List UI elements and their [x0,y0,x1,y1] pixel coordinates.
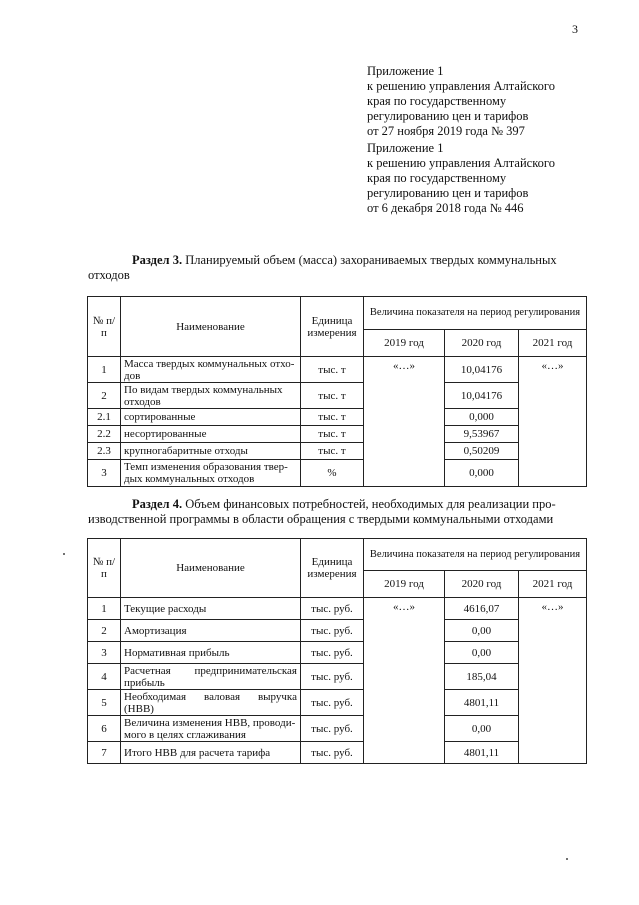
row-num: 2 [88,383,121,409]
row-unit: тыс. руб. [301,742,364,764]
section4-label: Раздел 4. [132,497,183,511]
header-name: Наименование [121,539,301,598]
appendix-line: от 6 декабря 2018 года № 446 [367,201,524,215]
row-unit: тыс. т [301,357,364,383]
merged-2019-value: «…» [364,357,445,487]
row-unit: тыс. руб. [301,620,364,642]
row-name: Нормативная прибыль [121,642,301,664]
section4-title-line1: Объем финансовых потребностей, необходимых для реализации про- [182,497,556,511]
row-unit: тыс. т [301,409,364,426]
row-num: 3 [88,460,121,487]
table-row [88,690,587,716]
row-value-2020: 4616,07 [445,598,519,620]
row-value-2020: 0,000 [445,460,519,487]
row-unit: тыс. т [301,443,364,460]
row-num: 1 [88,357,121,383]
appendix-line: регулированию цен и тарифов [367,186,529,200]
header-unit: Единица измерения [301,297,364,357]
row-num: 2.3 [88,443,121,460]
row-name: Амортизация [121,620,301,642]
header-num: № п/п [88,297,121,357]
row-unit: тыс. т [301,383,364,409]
row-unit: тыс. т [301,426,364,443]
row-num: 2 [88,620,121,642]
table-row [88,426,587,443]
table-row [88,642,587,664]
table-row [88,620,587,642]
section3-title-line2: отходов [88,268,130,282]
row-value-2020: 0,00 [445,620,519,642]
table-row [88,409,587,426]
header-unit: Единица измерения [301,539,364,598]
section3-table [87,296,587,487]
row-value-2020: 0,50209 [445,443,519,460]
row-value-2020: 10,04176 [445,383,519,409]
appendix-line: к решению управления Алтайского [367,79,555,93]
row-unit: тыс. руб. [301,664,364,690]
header-name: Наименование [121,297,301,357]
row-value-2020: 10,04176 [445,357,519,383]
header-2019: 2019 год [364,571,445,598]
row-unit: тыс. руб. [301,642,364,664]
page-number: 3 [572,22,578,36]
appendix-line: Приложение 1 [367,141,444,155]
row-unit: тыс. руб. [301,690,364,716]
row-name: Масса твердых коммунальных отхо-дов [121,357,301,383]
header-2021: 2021 год [519,330,587,357]
appendix-block-2 [367,141,555,216]
header-2020: 2020 год [445,330,519,357]
row-num: 2.2 [88,426,121,443]
appendix-line: края по государственному [367,94,507,108]
appendix-line: Приложение 1 [367,64,444,78]
row-name: По видам твердых коммунальных отходов [121,383,301,409]
row-num: 4 [88,664,121,690]
row-name: Необходимая валовая выручка (НВВ) [121,690,301,716]
appendix-line: от 27 ноября 2019 года № 397 [367,124,525,138]
appendix-line: регулированию цен и тарифов [367,109,529,123]
scan-speck [566,858,568,860]
row-unit: % [301,460,364,487]
row-num: 1 [88,598,121,620]
row-name: несортированные [121,426,301,443]
row-name: Текущие расходы [121,598,301,620]
row-name: крупногабаритные отходы [121,443,301,460]
section4-title-line2: изводственной программы в области обращения с твердыми коммунальными отходами [88,512,554,526]
row-value-2020: 4801,11 [445,690,519,716]
row-name: Расчетная предпринимательская прибыль [121,664,301,690]
row-value-2020: 185,04 [445,664,519,690]
scan-speck [63,553,65,555]
appendix-line: к решению управления Алтайского [367,156,555,170]
appendix-block-1 [367,64,555,139]
table-row [88,443,587,460]
header-period: Величина показателя на период регулирования [364,297,587,330]
table-row [88,460,587,487]
row-num: 6 [88,716,121,742]
table-row [88,598,587,620]
row-name: сортированные [121,409,301,426]
row-name: Величина изменения НВВ, проводи-мого в целях сглаживания [121,716,301,742]
section4-heading [88,497,588,527]
row-value-2020: 0,00 [445,642,519,664]
row-name: Темп изменения образования твер-дых коммунальных отходов [121,460,301,487]
header-num: № п/п [88,539,121,598]
row-num: 2.1 [88,409,121,426]
table-row [88,357,587,383]
table-row [88,383,587,409]
row-unit: тыс. руб. [301,716,364,742]
row-value-2020: 4801,11 [445,742,519,764]
section4-table [87,538,587,764]
merged-2021-value: «…» [519,357,587,487]
row-num: 5 [88,690,121,716]
header-period: Величина показателя на период регулирования [364,539,587,571]
row-value-2020: 9,53967 [445,426,519,443]
merged-2019-value: «…» [364,598,445,764]
section3-title-line1: Планируемый объем (масса) захораниваемых твердых коммунальных [182,253,557,267]
header-2021: 2021 год [519,571,587,598]
section3-heading [88,253,588,283]
table-row [88,742,587,764]
row-name: Итого НВВ для расчета тарифа [121,742,301,764]
section3-label: Раздел 3. [132,253,183,267]
row-value-2020: 0,000 [445,409,519,426]
row-num: 3 [88,642,121,664]
row-num: 7 [88,742,121,764]
table-row [88,664,587,690]
table-row [88,716,587,742]
appendix-line: края по государственному [367,171,507,185]
row-value-2020: 0,00 [445,716,519,742]
merged-2021-value: «…» [519,598,587,764]
header-2019: 2019 год [364,330,445,357]
header-2020: 2020 год [445,571,519,598]
row-unit: тыс. руб. [301,598,364,620]
